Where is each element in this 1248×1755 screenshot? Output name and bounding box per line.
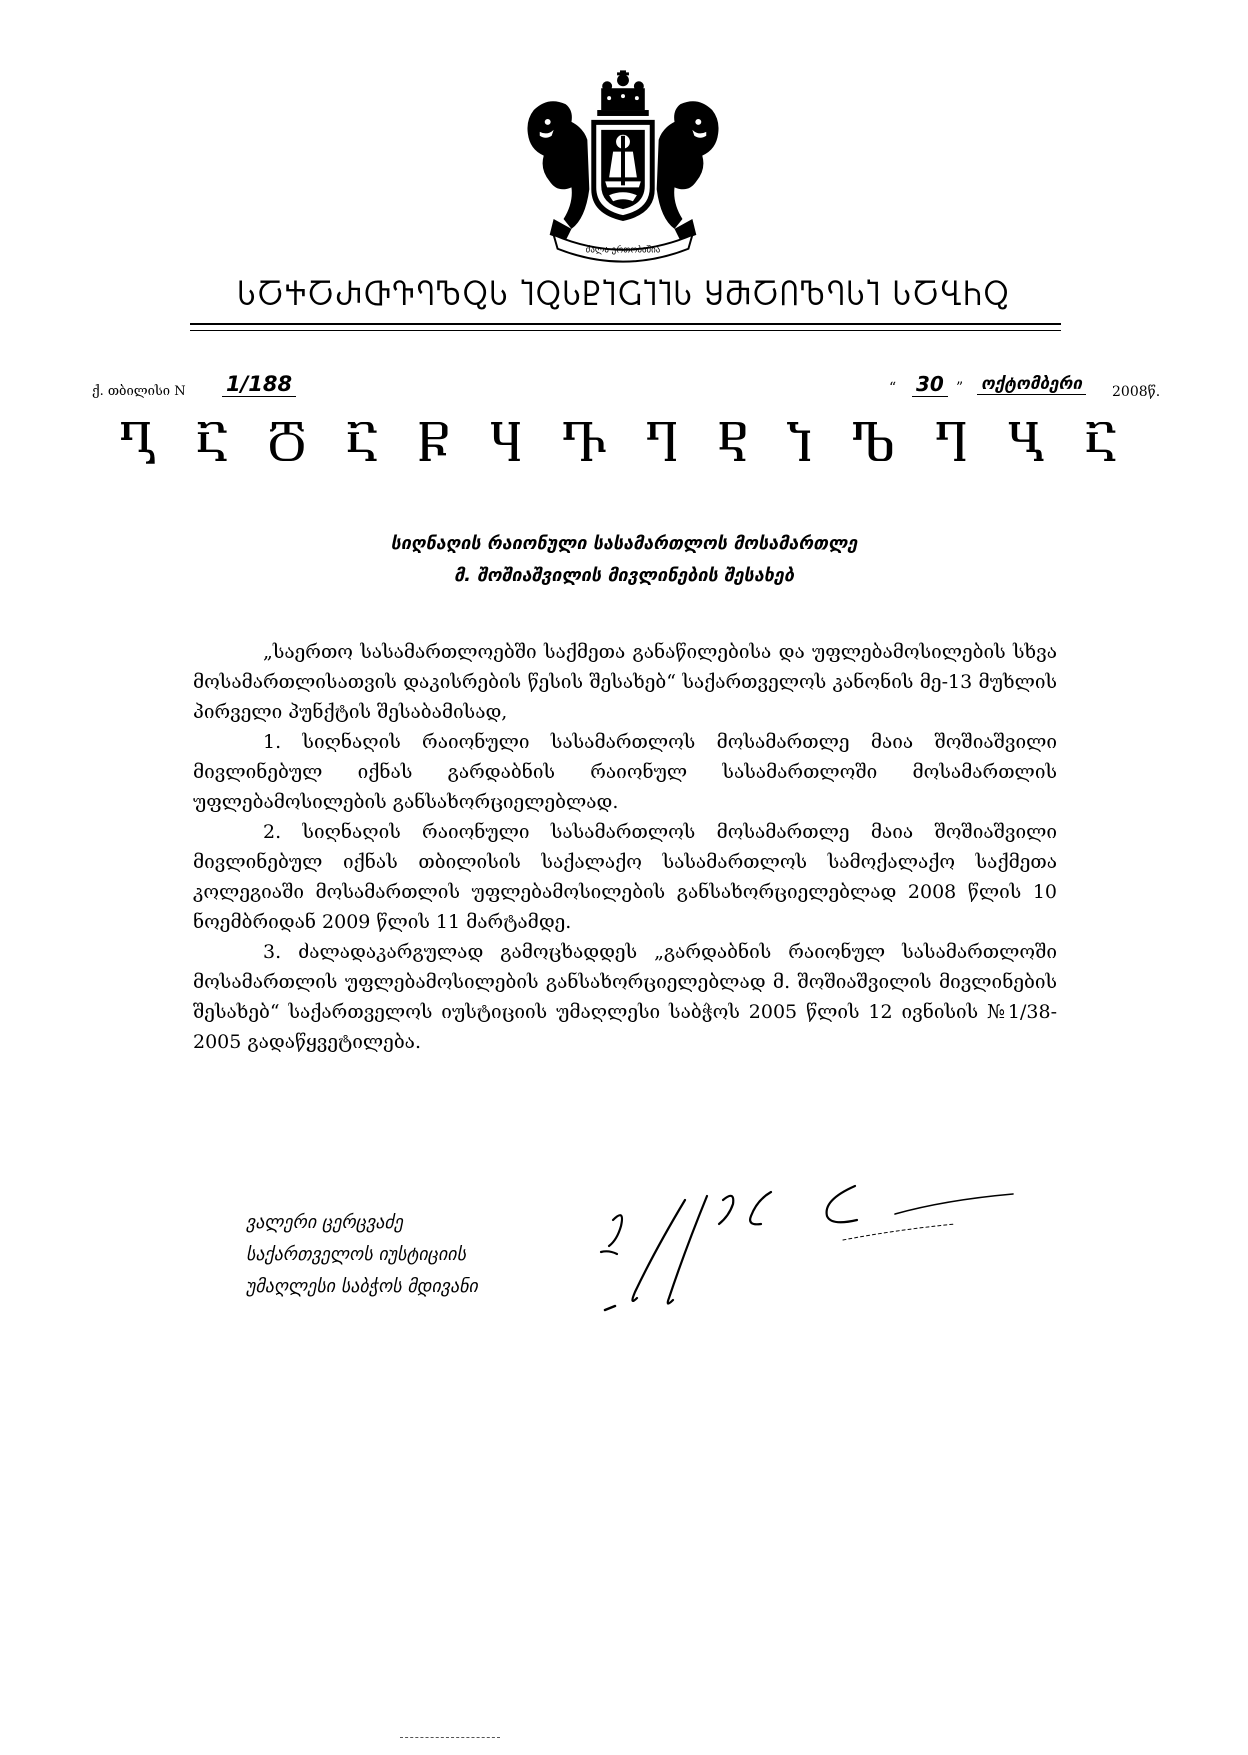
date-quote-close: ” (956, 380, 964, 396)
signatory-title: უმაღლესი საბჭოს მდივანი (246, 1276, 478, 1297)
date-year: 2008წ. (1112, 384, 1161, 400)
subject-line: სიღნაღის რაიონული სასამართლოს მოსამართლე (390, 533, 858, 554)
document-type-heading: Ⴂ Ⴀ Ⴃ Ⴀ Ⴜ Ⴗ Ⴅ Ⴄ Ⴒ Ⴈ Ⴊ Ⴄ Ⴁ Ⴀ (118, 418, 1130, 472)
signatory-title: საქართველოს იუსტიციის (246, 1244, 466, 1265)
body-paragraph: 1. სიღნაღის რაიონული სასამართლოს მოსამართლე მაია შოშიაშვილი მივლინებულ იქნას გარდაბნის რაიონულ სასამართლოში მოსამართლის უფლებამოსილების განსახორციელებლად. (193, 731, 1057, 813)
document-meta-row (92, 372, 1172, 406)
date-month: ოქტომბერი (977, 374, 1086, 395)
subject-line: მ. შოშიაშვილის მივლინების შესახებ (454, 565, 794, 586)
header-divider-thin (190, 330, 1061, 331)
coat-of-arms-emblem (514, 70, 732, 265)
header-divider (190, 323, 1061, 325)
ordinance-number: 1/188 (222, 372, 296, 397)
signatory-name: ვალერი ცერცვაძე (246, 1212, 403, 1233)
ordinance-label: ქ. თბილისი N (92, 384, 186, 399)
body-paragraph: 2. სიღნაღის რაიონული სასამართლოს მოსამართლე მაია შოშიაშვილი მივლინებულ იქნას თბილისის საქალაქო სასამართლოს სამოქალაქო საქმეთა კოლეგიაში მოსამართლის უფლებამოსილების განსახორციელებლად 2008 წლის 10 ნოემბრიდან 2009 წლის 11 მარტამდე. (193, 821, 1057, 933)
body-paragraph: „საერთო სასამართლოებში საქმეთა განაწილებისა და უფლებამოსილების სხვა მოსამართლისათვის დაკისრების წესის შესახებ“ საქართველოს კანონის მე-13 მუხლის პირველი პუნქტის შესაბამისად, (193, 641, 1057, 723)
footer-scan-mark (400, 1737, 500, 1739)
emblem-motto: ძალა ერთობაშია (585, 245, 661, 256)
body-paragraph: 3. ძალადაკარგულად გამოცხადდეს „გარდაბნის რაიონულ სასამართლოში მოსამართლის უფლებამოსილების განსახორციელებლად მ. შოშიაშვილის მივლინების შესახებ“ საქართველოს იუსტიციის უმაღლესი საბჭოს 2005 წლის 12 ივნისის №1/38-2005 გადაწყვეტილება. (193, 941, 1057, 1053)
organization-title: ႱႠႵႠႰႧႥႤႪႭႱ ႨႭႱႲႨႺႨႨႱ ႸႫႠႶႪႤႱႨ ႱႠႡႹႭ (237, 278, 1011, 312)
date-day: 30 (912, 372, 948, 397)
date-quote-open: “ (889, 380, 897, 396)
signatory-block (246, 1207, 478, 1303)
document-body (193, 637, 1057, 1057)
document-subject (0, 528, 1248, 592)
handwritten-signature (595, 1180, 1055, 1325)
